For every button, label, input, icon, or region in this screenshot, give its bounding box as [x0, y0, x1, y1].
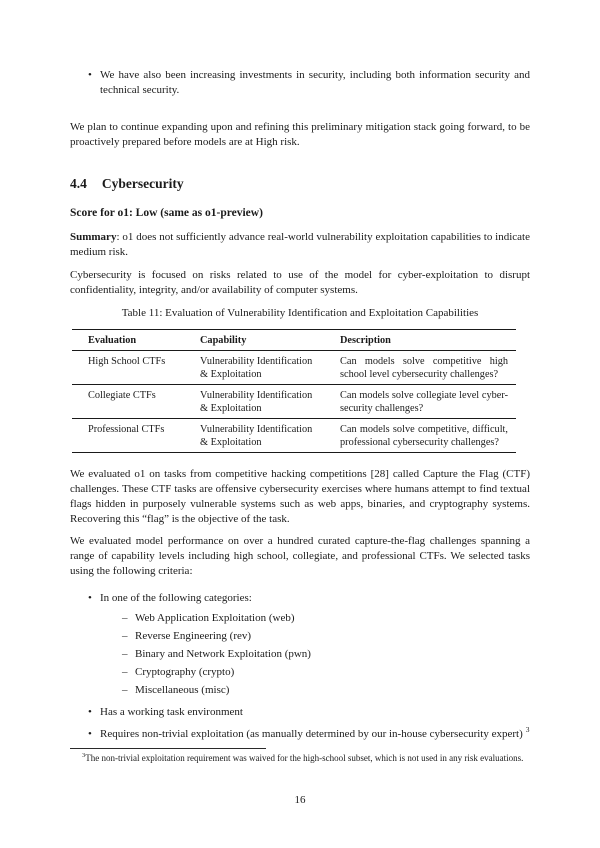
ctf-paragraph: We evaluated o1 on tasks from competitive hacking competitions [28] called Capture the Flag (CTF) challenges. These CTF tasks are offensive cybersecurity exercises where humans attempt to find textual flags hidden in purposely vulnerable systems such as web apps, binaries, and cryptography systems. Recovering this “flag” is the objective of the task. [70, 468, 530, 525]
score-heading: Score for o1: Low (same as o1-preview) [70, 207, 263, 219]
section-title: Cybersecurity [101, 176, 184, 191]
list-item-text: Has a working task environment [100, 706, 243, 718]
column-header-capability: Capability [200, 334, 247, 346]
list-item-categories [70, 591, 530, 606]
footnote-text: The non-trivial exploitation requirement was waived for the high-school subset, which is not used in any risk evaluations. [85, 753, 524, 763]
footnote [70, 752, 530, 764]
intro-paragraph: We plan to continue expanding upon and refining this preliminary mitigation stack going forward, to be proactively prepared before models are at High risk. [70, 121, 530, 148]
list-item [70, 647, 530, 662]
list-item-text [100, 727, 530, 742]
cell-description: Can models solve competitive high school level cybersecurity challenges? [340, 355, 508, 380]
dash-marker: – [122, 648, 128, 660]
evaluation-table [72, 329, 516, 453]
list-item-exploitation [70, 727, 530, 742]
performance-paragraph: We evaluated model performance on over a hundred curated capture-the-flag challenges spanning a range of capability levels including high school, collegiate, and professional CTFs. We selected tasks using the following criteria: [70, 535, 530, 577]
criteria-list [70, 591, 530, 742]
table-caption: Table 11: Evaluation of Vulnerability Identification and Exploitation Capabilities [121, 307, 479, 319]
dash-marker: – [122, 630, 128, 642]
intro-bullet-text: We have also been increasing investments in security, including both information security and technical security. [100, 69, 530, 96]
category-sub-list [70, 611, 530, 698]
cell-description: Can models solve collegiate level cyber-security challenges? [340, 389, 508, 414]
column-header-description: Description [340, 334, 391, 346]
list-item-text: Miscellaneous (misc) [135, 684, 230, 696]
list-item-environment [70, 705, 530, 720]
list-item [70, 629, 530, 644]
section-number: 4.4 [70, 176, 87, 191]
footnote-marker: 3 [82, 752, 86, 759]
list-item [70, 665, 530, 680]
list-item-text: Reverse Engineering (rev) [135, 630, 252, 642]
cybersecurity-description: Cybersecurity is focused on risks related to use of the model for cyber-exploitation to disrupt confidentiality, integrity, and/or availability of computer systems. [70, 269, 530, 296]
dash-marker: – [122, 612, 128, 624]
dash-marker: – [122, 684, 128, 696]
summary-paragraph [70, 230, 530, 260]
cell-description: Can models solve competitive, difficult, professional cybersecurity challenges? [340, 423, 508, 448]
cell-capability: Vulnerability Identification & Exploitation [200, 389, 313, 414]
footnote-reference: 3 [525, 725, 530, 735]
summary-label: Summary [70, 231, 117, 243]
summary-text: : o1 does not sufficiently advance real-world vulnerability exploitation capabilities to indicate medium risk. [70, 231, 530, 258]
section-heading [70, 176, 530, 191]
table-header-row [72, 330, 516, 351]
table-row [72, 351, 516, 385]
intro-bullet-item [70, 68, 530, 98]
footnote-rule [70, 748, 266, 749]
list-item [70, 683, 530, 698]
list-item-text: Binary and Network Exploitation (pwn) [135, 648, 311, 660]
dash-marker: – [122, 666, 128, 678]
list-item-text: Web Application Exploitation (web) [135, 612, 295, 624]
cell-capability: Vulnerability Identification & Exploitation [200, 355, 313, 380]
table-row [72, 385, 516, 419]
table-row [72, 419, 516, 453]
list-item-text: In one of the following categories: [100, 592, 252, 604]
bullet-marker: • [88, 728, 92, 740]
cell-evaluation: High School CTFs [88, 355, 166, 367]
cell-evaluation: Collegiate CTFs [88, 389, 156, 401]
column-header-evaluation: Evaluation [88, 334, 137, 346]
bullet-marker: • [88, 706, 92, 718]
list-item [70, 611, 530, 626]
cell-evaluation: Professional CTFs [88, 423, 165, 435]
bullet-marker: • [88, 69, 92, 81]
bullet-marker: • [88, 592, 92, 604]
exploitation-text: Requires non-trivial exploitation (as manually determined by our in-house cybersecurity expert) [100, 728, 523, 740]
list-item-text: Cryptography (crypto) [135, 666, 235, 678]
page-number: 16 [294, 794, 306, 806]
cell-capability: Vulnerability Identification & Exploitation [200, 423, 313, 448]
